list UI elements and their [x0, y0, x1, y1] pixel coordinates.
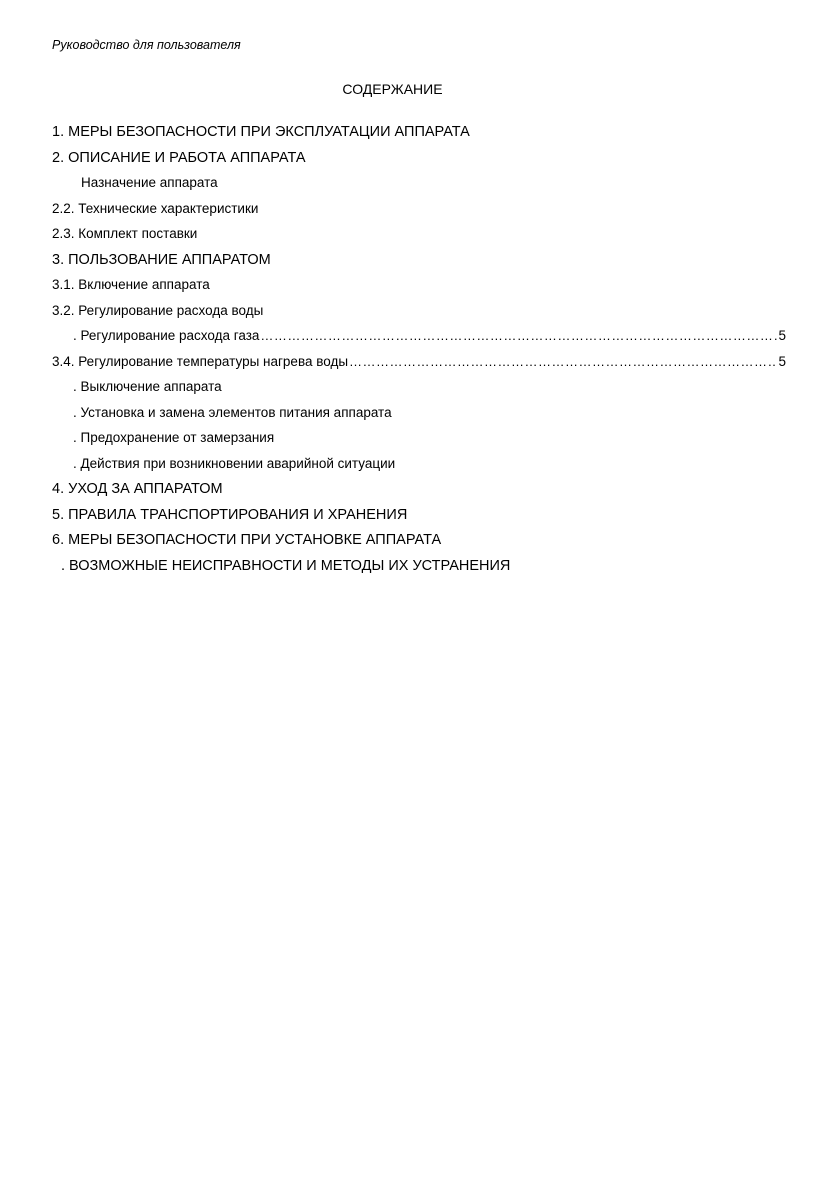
toc-entry-section-1[interactable]: [52, 122, 786, 148]
toc-entry-section-3[interactable]: [52, 250, 786, 276]
running-header: Руководство для пользователя: [52, 38, 241, 52]
dot-leader: [349, 352, 777, 372]
toc-entry-section-3-7[interactable]: [52, 428, 786, 454]
toc-entry-label: 3.1. Включение аппарата: [52, 277, 210, 292]
toc-entry-section-3-8[interactable]: [52, 454, 786, 480]
toc-entry-section-3-5[interactable]: [52, 377, 786, 403]
toc-entry-label: Назначение аппарата: [81, 175, 218, 190]
toc-entry-section-3-2[interactable]: [52, 301, 786, 327]
toc-entry-label: . Предохранение от замерзания: [73, 430, 275, 445]
toc-entry-label: . Регулирование расхода газа: [73, 328, 260, 343]
toc-entry-section-3-3[interactable]: [52, 326, 786, 352]
toc-entry-label: . Выключение аппарата: [73, 379, 222, 394]
table-of-contents: [52, 122, 786, 581]
toc-entry-section-3-4[interactable]: [52, 352, 786, 378]
toc-entry-label: 1. МЕРЫ БЕЗОПАСНОСТИ ПРИ ЭКСПЛУАТАЦИИ АППАРАТА: [52, 124, 470, 140]
toc-entry-page-number: 5: [778, 353, 786, 369]
toc-entry-label: 3.4. Регулирование температуры нагрева воды: [52, 353, 349, 369]
toc-entry-section-3-1[interactable]: [52, 275, 786, 301]
toc-entry-section-4[interactable]: [52, 479, 786, 505]
toc-entry-label: . Установка и замена элементов питания аппарата: [73, 404, 392, 420]
toc-entry-label: 2.2. Технические характеристики: [52, 200, 259, 216]
toc-entry-label: 2. ОПИСАНИЕ И РАБОТА АППАРАТА: [52, 149, 306, 166]
toc-title-text: СОДЕРЖАНИЕ: [342, 81, 443, 97]
dot-leader: [260, 326, 777, 346]
toc-entry-section-7[interactable]: [52, 556, 786, 582]
toc-entry-section-3-6[interactable]: [52, 403, 786, 429]
toc-entry-label: 3. ПОЛЬЗОВАНИЕ АППАРАТОМ: [52, 251, 271, 268]
toc-entry-label: 5. ПРАВИЛА ТРАНСПОРТИРОВАНИЯ И ХРАНЕНИЯ: [52, 506, 408, 523]
toc-entry-label: 2.3. Комплект поставки: [52, 226, 198, 241]
toc-title: [0, 81, 785, 97]
toc-entry-label: 6. МЕРЫ БЕЗОПАСНОСТИ ПРИ УСТАНОВКЕ АППАРАТА: [52, 532, 442, 548]
toc-entry-section-2[interactable]: [52, 148, 786, 174]
toc-entry-section-2-2[interactable]: [52, 199, 786, 225]
toc-entry-label: . ВОЗМОЖНЫЕ НЕИСПРАВНОСТИ И МЕТОДЫ ИХ УСТРАНЕНИЯ: [61, 557, 511, 574]
toc-entry-label: 4. УХОД ЗА АППАРАТОМ: [52, 481, 223, 497]
toc-entry-section-2-3[interactable]: [52, 224, 786, 250]
toc-entry-page-number: 5: [778, 328, 786, 343]
toc-entry-section-6[interactable]: [52, 530, 786, 556]
toc-entry-label: 3.2. Регулирование расхода воды: [52, 302, 264, 318]
toc-entry-section-2-1[interactable]: [52, 173, 786, 199]
toc-entry-section-5[interactable]: [52, 505, 786, 531]
toc-entry-label: . Действия при возникновении аварийной ситуации: [73, 455, 396, 471]
